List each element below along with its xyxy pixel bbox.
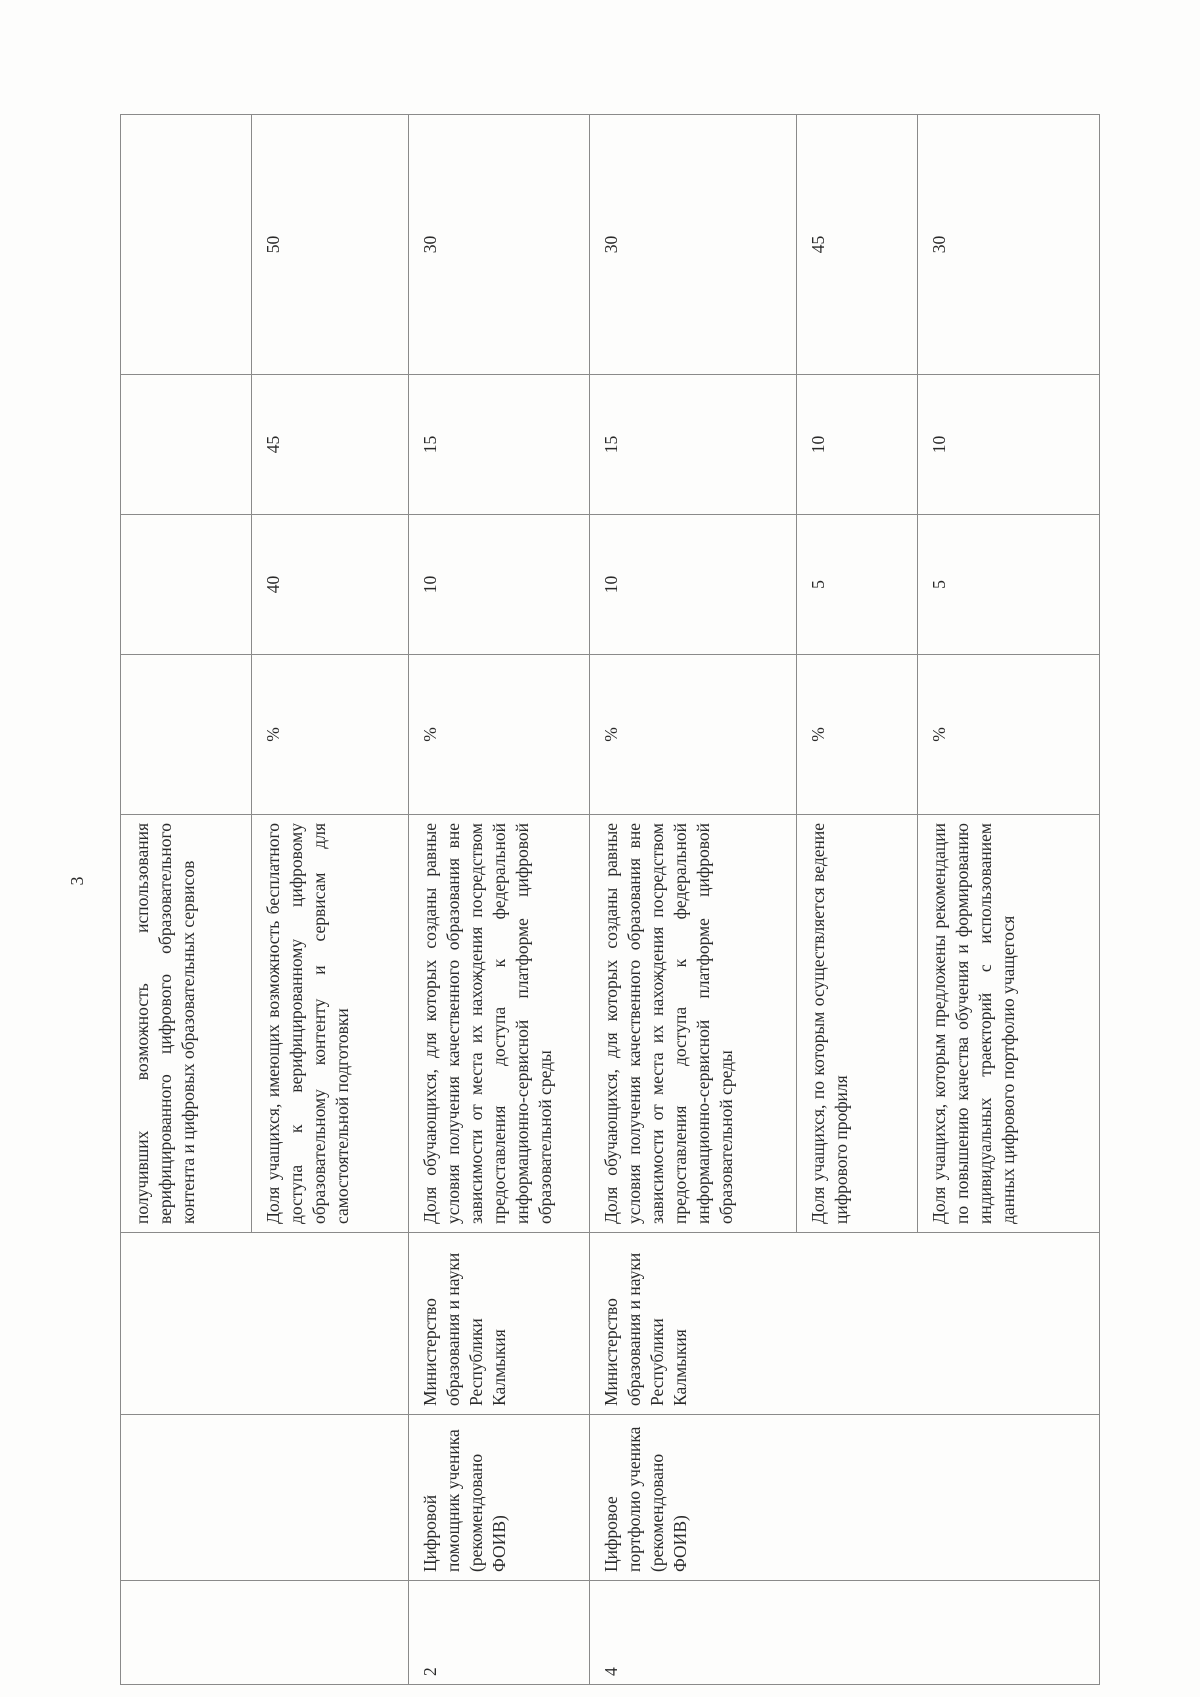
value-cell-1: [121, 515, 252, 655]
value-cell-2: 15: [590, 375, 797, 515]
row-number-cell: [121, 1581, 409, 1685]
responsible-cell: Министерство образования и науки Республики Калмыкия: [408, 1233, 590, 1415]
value-cell-2: 45: [252, 375, 408, 515]
indicator-cell: Доля учащихся, по которым осуществляется ведение цифрового профиля: [797, 815, 918, 1233]
unit-cell: %: [590, 655, 797, 815]
indicators-table: [120, 114, 1100, 1685]
value-cell-2: [121, 375, 252, 515]
value-cell-3: 30: [590, 115, 797, 375]
value-cell-1: 40: [252, 515, 408, 655]
value-cell-1: 5: [797, 515, 918, 655]
table-row: [121, 115, 252, 1685]
value-cell-3: 30: [918, 115, 1100, 375]
project-name-cell: [121, 1415, 409, 1581]
unit-cell: %: [252, 655, 408, 815]
indicator-cell: Доля учащихся, которым предложены рекомендации по повышению качества обучения и формированию индивидуальных траекторий с использованием данных цифрового портфолио учащегося: [918, 815, 1100, 1233]
value-cell-2: 15: [408, 375, 590, 515]
indicator-cell: Доля учащихся, имеющих возможность бесплатного доступа к верифицированному цифровому образовательному контенту и сервисам для самостоятельной подготовки: [252, 815, 408, 1233]
responsible-cell: Министерство образования и науки Республики Калмыкия: [590, 1233, 1100, 1415]
table-row: [408, 115, 590, 1685]
responsible-cell: [121, 1233, 409, 1415]
unit-cell: [121, 655, 252, 815]
value-cell-3: 45: [797, 115, 918, 375]
indicator-cell: Доля обучающихся, для которых созданы равные условия получения качественного образования вне зависимости от места их нахождения посредством предоставления доступа к федеральной информационно-сервисной платформе цифровой образовательной среды: [408, 815, 590, 1233]
indicator-cell: Доля обучающихся, для которых созданы равные условия получения качественного образования вне зависимости от места их нахождения посредством предоставления доступа к федеральной информационно-сервисной платформе цифровой образовательной среды: [590, 815, 797, 1233]
value-cell-2: 10: [797, 375, 918, 515]
value-cell-3: 30: [408, 115, 590, 375]
unit-cell: %: [408, 655, 590, 815]
value-cell-1: 10: [590, 515, 797, 655]
unit-cell: %: [918, 655, 1100, 815]
table-row: [590, 115, 797, 1685]
value-cell-1: 10: [408, 515, 590, 655]
value-cell-2: 10: [918, 375, 1100, 515]
row-number-cell: 4: [590, 1581, 1100, 1685]
value-cell-1: 5: [918, 515, 1100, 655]
page-number: 3: [67, 876, 87, 886]
value-cell-3: 50: [252, 115, 408, 375]
project-name-cell: Цифровое портфолио ученика (рекомендовано ФОИВ): [590, 1415, 1100, 1581]
rotated-table-container: [120, 115, 1100, 1685]
project-name-cell: Цифровой помощник ученика (рекомендовано ФОИВ): [408, 1415, 590, 1581]
unit-cell: %: [797, 655, 918, 815]
row-number-cell: 2: [408, 1581, 590, 1685]
value-cell-3: [121, 115, 252, 375]
indicator-cell: получивших возможность использования верифицированного цифрового образовательного контента и цифровых образовательных сервисов: [121, 815, 252, 1233]
